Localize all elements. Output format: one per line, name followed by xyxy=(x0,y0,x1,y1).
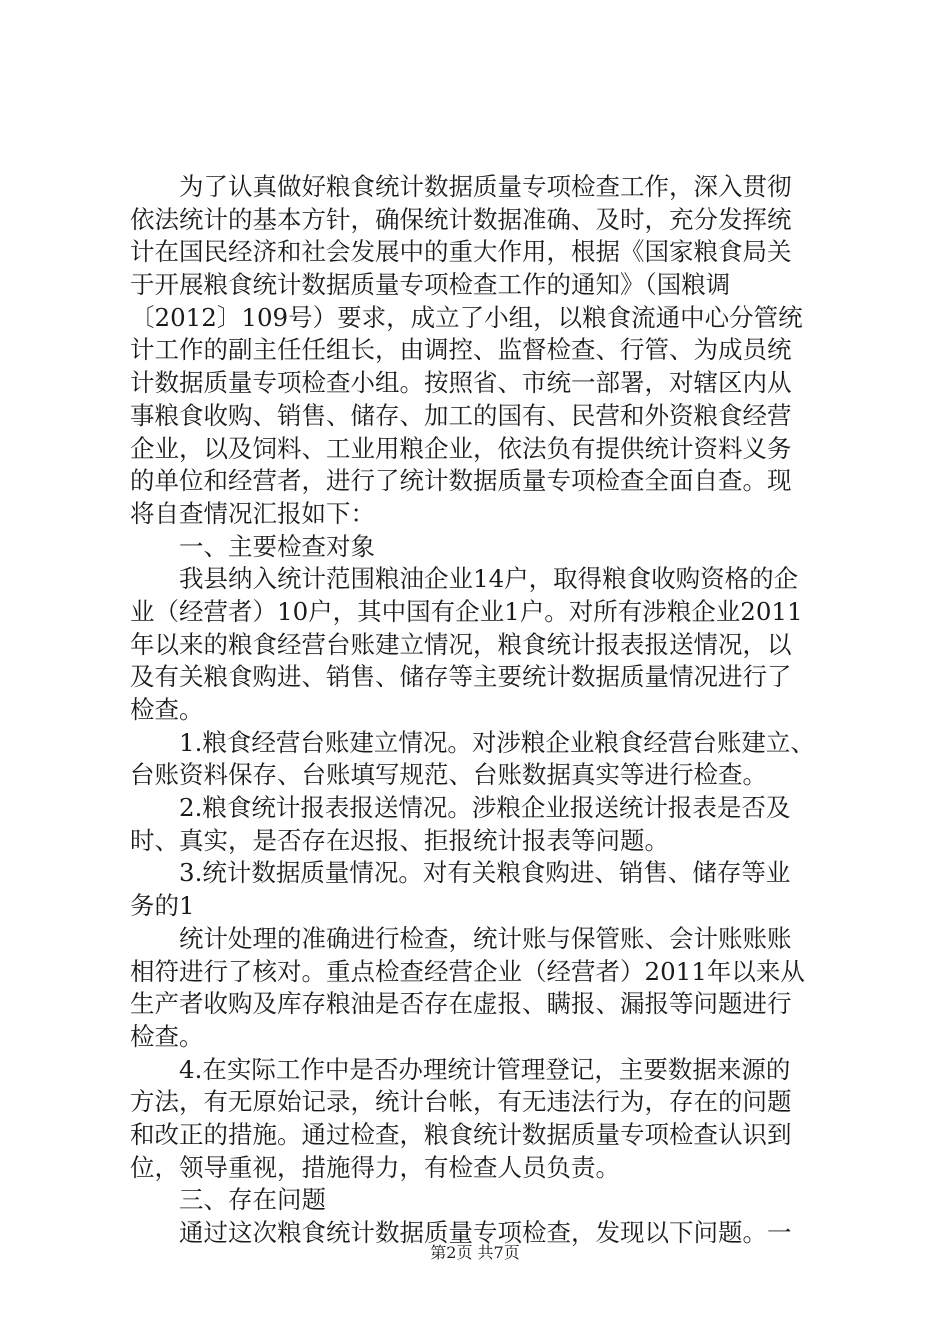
text-line: 统计处理的准确进行检查，统计账与保管账、会计账账账 xyxy=(179,923,792,953)
text-line: 4.在实际工作中是否办理统计管理登记，主要数据来源的 xyxy=(179,1054,791,1084)
text-line: 方法，有无原始记录，统计台帐，有无违法行为，存在的问题 xyxy=(130,1087,792,1117)
text-line: 位，领导重视，措施得力，有检查人员负责。 xyxy=(130,1152,620,1182)
text-line: 检查。 xyxy=(130,695,204,724)
text-line: 计工作的副主任任组长，由调控、监督检查、行管、为成员统 xyxy=(130,335,792,365)
text-line: 时、真实，是否存在迟报、拒报统计报表等问题。 xyxy=(130,825,669,855)
text-line: 于开展粮食统计数据质量专项检查工作的通知》（国粮调 xyxy=(130,270,731,300)
text-line: 3.统计数据质量情况。对有关粮食购进、销售、储存等业 xyxy=(179,858,791,888)
text-line: 1.粮食经营台账建立情况。对涉粮企业粮食经营台账建立、 xyxy=(179,727,815,757)
text-line: 务的1 xyxy=(130,891,195,921)
text-line: 通过这次粮食统计数据质量专项检查，发现以下问题。一 xyxy=(179,1218,792,1247)
text-line: 2.粮食统计报表报送情况。涉粮企业报送统计报表是否及 xyxy=(179,793,791,823)
text-line: 计数据质量专项检查小组。按照省、市统一部署，对辖区内从 xyxy=(130,368,792,398)
text-line: 生产者收购及库存粮油是否存在虚报、瞒报、漏报等问题进行 xyxy=(130,989,792,1019)
text-line: 年以来的粮食经营台账建立情况，粮食统计报表报送情况，以 xyxy=(130,629,792,659)
text-line: 的单位和经营者，进行了统计数据质量专项检查全面自查。现 xyxy=(130,466,792,496)
text-line: 依法统计的基本方针，确保统计数据准确、及时，充分发挥统 xyxy=(130,204,792,234)
text-line: 检查。 xyxy=(130,1021,204,1051)
text-line: 为了认真做好粮食统计数据质量专项检查工作，深入贯彻 xyxy=(179,172,792,201)
text-line: 业（经营者）10户，其中国有企业1户。对所有涉粮企业2011 xyxy=(130,596,803,626)
text-line: 和改正的措施。通过检查，粮食统计数据质量专项检查认识到 xyxy=(130,1119,792,1149)
text-line: 三、存在问题 xyxy=(179,1185,326,1215)
text-line: 我县纳入统计范围粮油企业14户，取得粮食收购资格的企 xyxy=(179,564,799,594)
text-line: 将自查情况汇报如下： xyxy=(130,498,375,528)
text-line: 企业，以及饲料、工业用粮企业，依法负有提供统计资料义务 xyxy=(130,433,792,463)
page-footer: 第2页 共7页 xyxy=(430,1243,520,1262)
text-line: 计在国民经济和社会发展中的重大作用，根据《国家粮食局关 xyxy=(130,237,792,267)
text-line: 台账资料保存、台账填写规范、台账数据真实等进行检查。 xyxy=(130,760,767,790)
text-line: 〔2012〕109号）要求，成立了小组，以粮食流通中心分管统 xyxy=(130,302,803,332)
text-line: 及有关粮食购进、销售、储存等主要统计数据质量情况进行了 xyxy=(130,662,792,692)
text-line: 事粮食收购、销售、储存、加工的国有、民营和外资粮食经营 xyxy=(130,400,792,430)
document-body xyxy=(130,171,830,1250)
text-line: 相符进行了核对。重点检查经营企业（经营者）2011年以来从 xyxy=(130,956,805,986)
text-line: 一、主要检查对象 xyxy=(179,531,375,561)
